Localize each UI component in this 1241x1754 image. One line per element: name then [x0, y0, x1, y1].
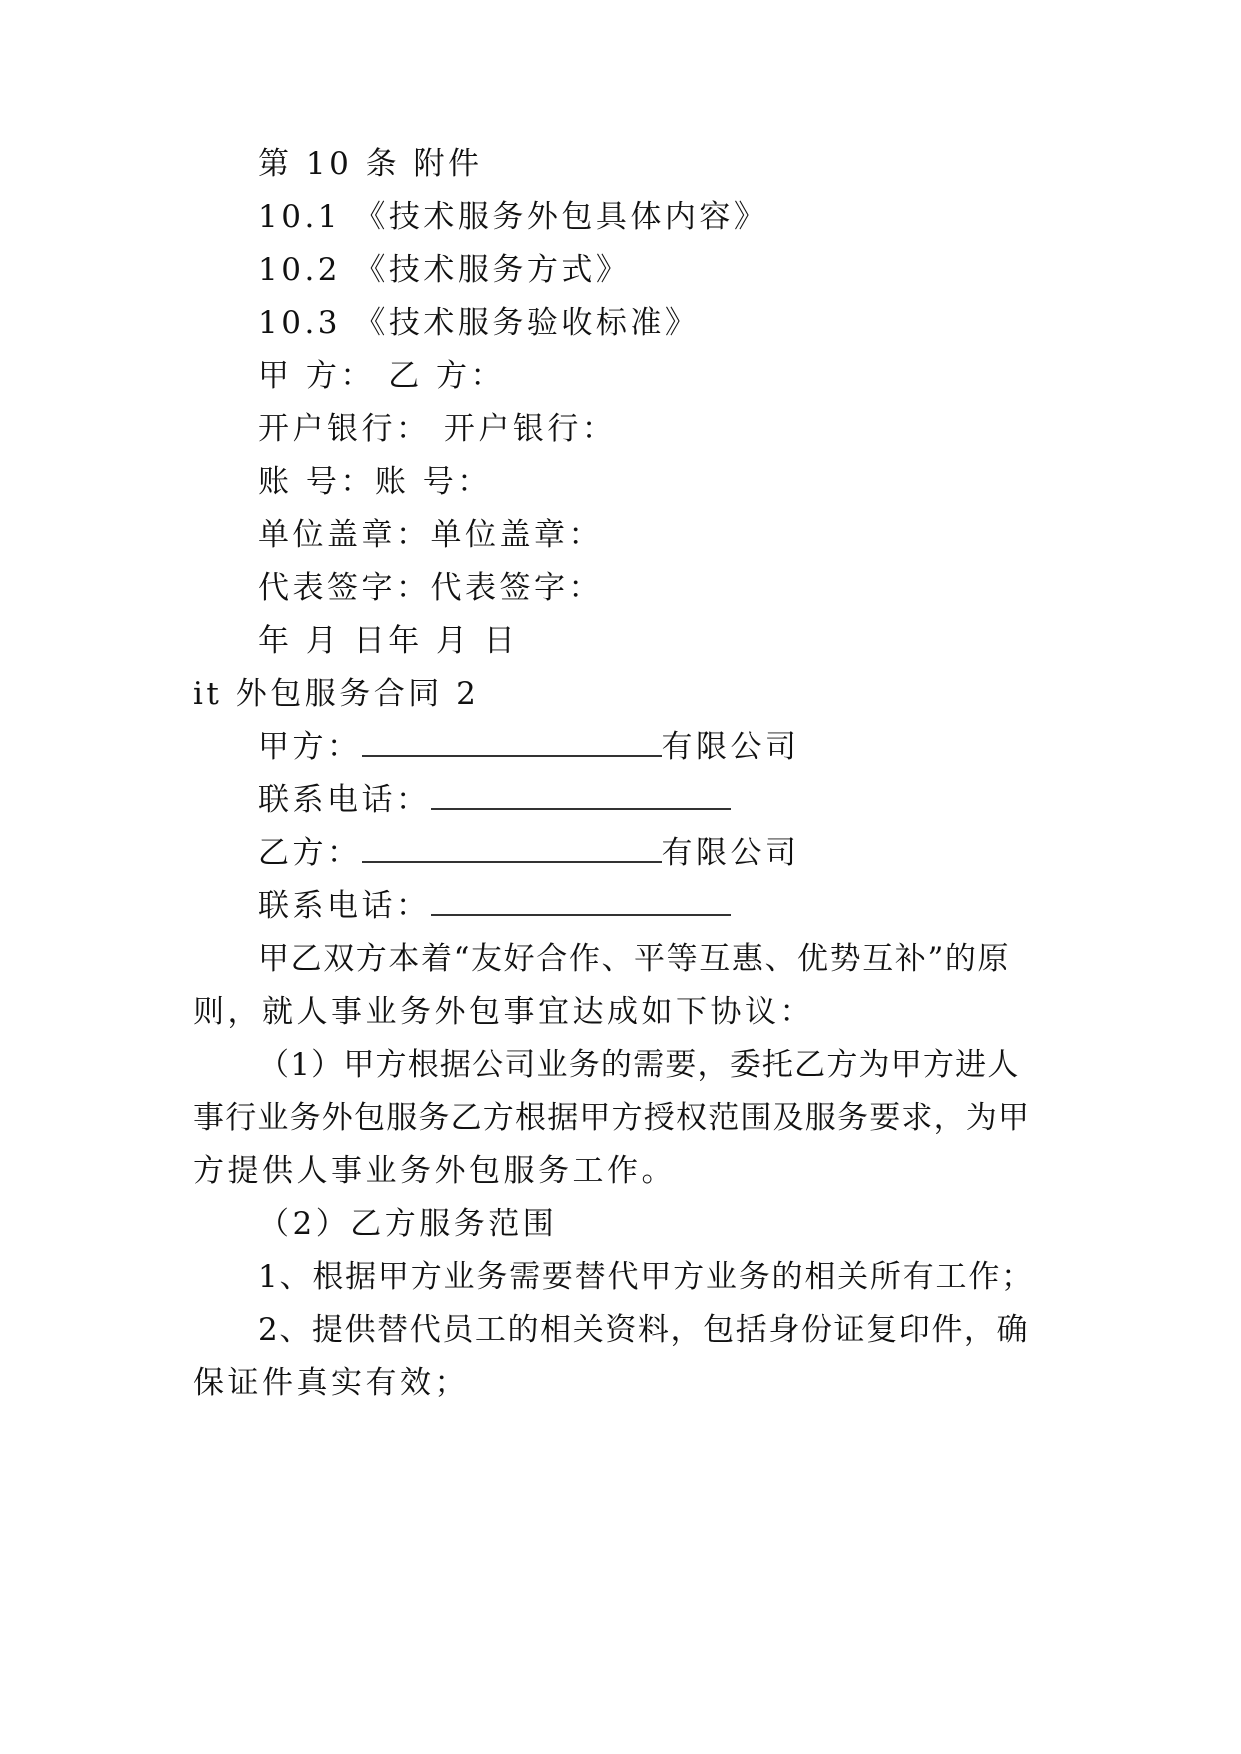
attachment-item: 10.2 《技术服务方式》	[258, 252, 631, 288]
party-a-phone-blank	[431, 780, 731, 810]
signature-line-seal: 单位盖章：单位盖章：	[258, 517, 603, 553]
party-b-label: 乙方：	[258, 835, 362, 871]
party-b-suffix: 有限公司	[661, 835, 800, 871]
signature-line-party: 甲 方： 乙 方：	[258, 358, 506, 394]
contract-title: it 外包服务合同 2	[193, 676, 480, 712]
clause-2-heading: （2）乙方服务范围	[258, 1206, 558, 1242]
signature-line-sign: 代表签字：代表签字：	[258, 570, 603, 606]
party-a-phone-label: 联系电话：	[258, 782, 431, 818]
party-a-phone-line	[258, 778, 731, 822]
party-b-line	[258, 831, 800, 875]
party-a-blank	[362, 727, 662, 757]
clause-1-line: 方提供人事业务外包服务工作。	[193, 1153, 676, 1189]
scope-item-1: 1、根据甲方业务需要替代甲方业务的相关所有工作；	[258, 1259, 1034, 1295]
party-b-phone-label: 联系电话：	[258, 888, 431, 924]
attachments-heading: 第 10 条 附件	[258, 146, 483, 182]
signature-line-bank: 开户银行： 开户银行：	[258, 411, 617, 447]
signature-line-account: 账 号：账 号：	[258, 464, 492, 500]
party-a-line	[258, 725, 800, 769]
party-b-blank	[362, 833, 662, 863]
party-a-suffix: 有限公司	[661, 729, 800, 765]
clause-1-line: （1）甲方根据公司业务的需要，委托乙方为甲方进人	[258, 1047, 1020, 1083]
party-b-phone-blank	[431, 886, 731, 916]
intro-paragraph-line: 甲乙双方本着“友好合作、平等互惠、优势互补”的原	[258, 941, 1011, 977]
scope-item-2: 2、提供替代员工的相关资料，包括身份证复印件，确	[258, 1312, 1030, 1348]
signature-line-date: 年 月 日年 月 日	[258, 623, 519, 659]
party-a-label: 甲方：	[258, 729, 362, 765]
attachment-item: 10.3 《技术服务验收标准》	[258, 305, 700, 341]
clause-1-line: 事行业务外包服务乙方根据甲方授权范围及服务要求，为甲	[193, 1100, 1031, 1136]
attachment-item: 10.1 《技术服务外包具体内容》	[258, 199, 769, 235]
intro-paragraph-line: 则，就人事业务外包事宜达成如下协议：	[193, 994, 814, 1030]
party-b-phone-line	[258, 884, 731, 928]
scope-item-2-cont: 保证件真实有效；	[193, 1365, 469, 1401]
